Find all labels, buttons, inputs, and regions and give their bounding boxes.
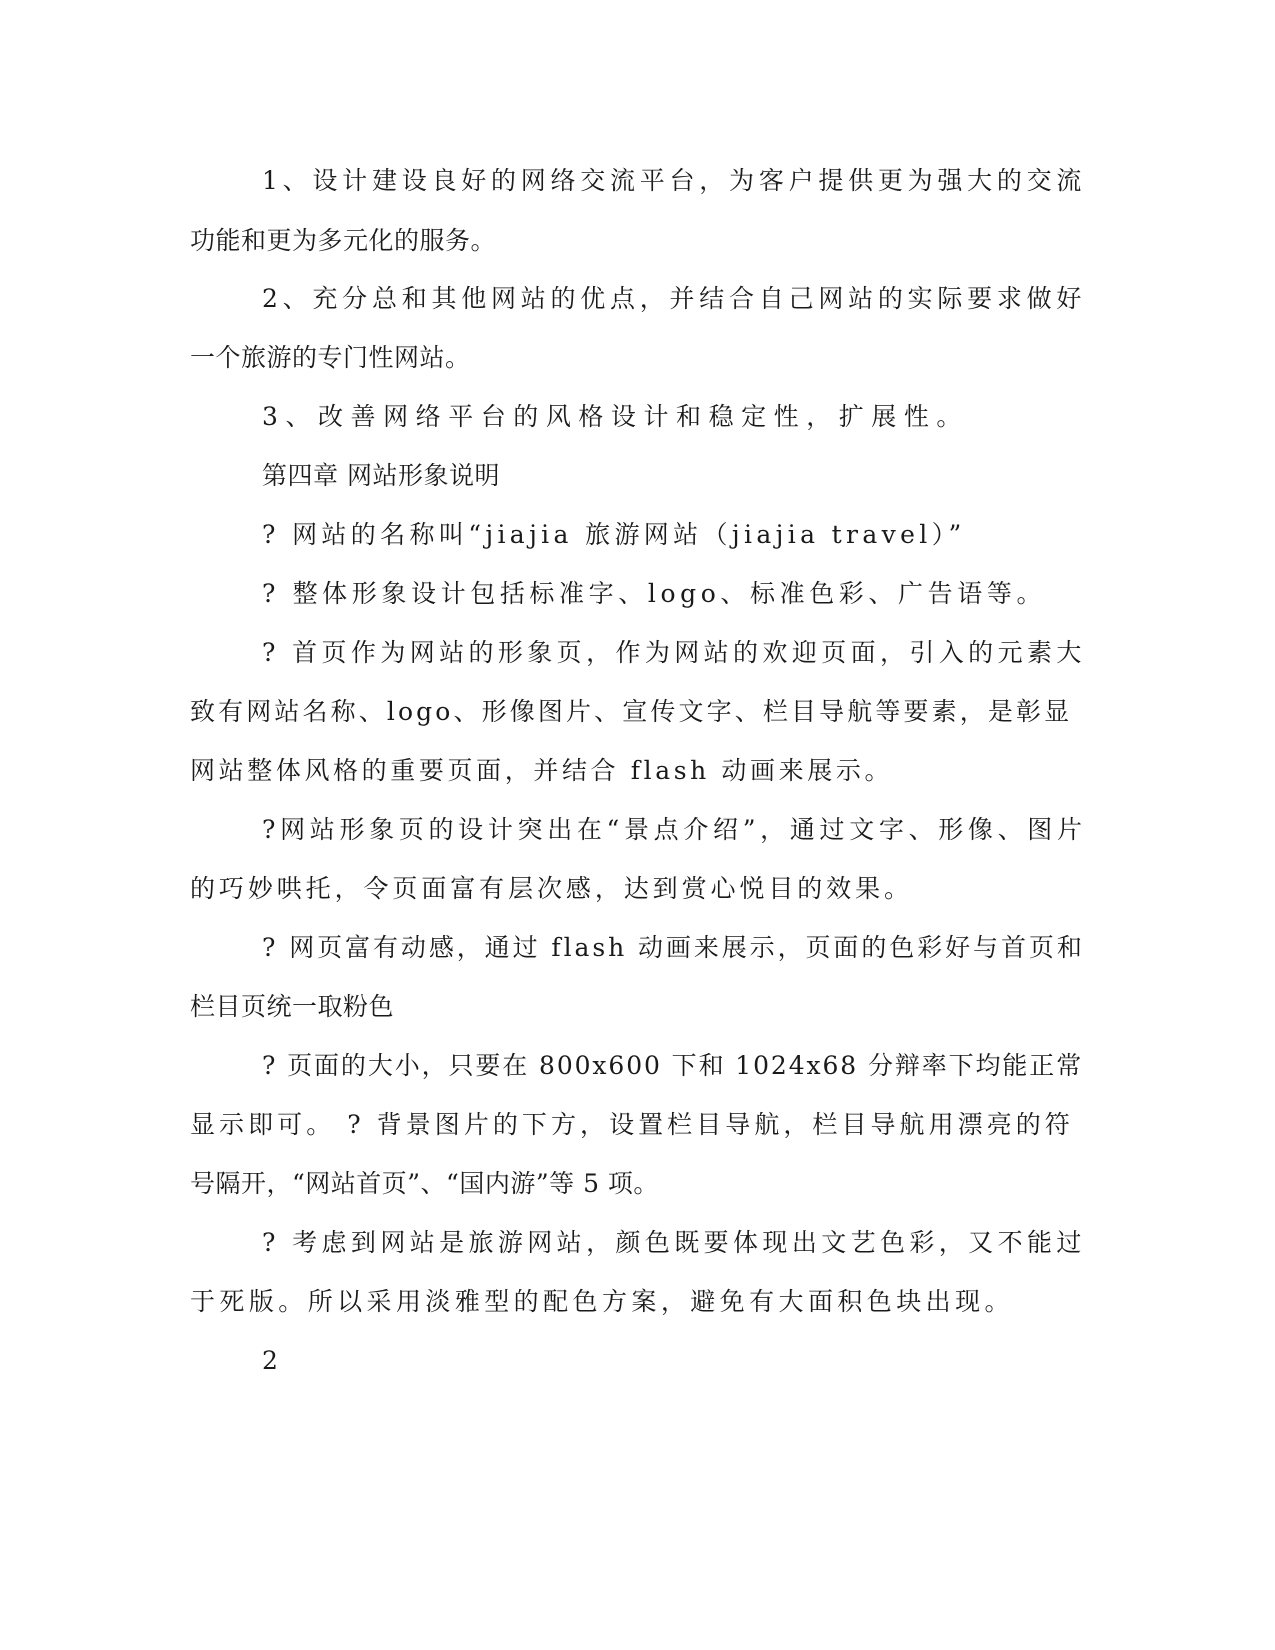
bullet-page-size-line-3: 号隔开，“网站首页”、“国内游”等 5 项。	[190, 1169, 659, 1198]
paragraph-1-line-1: 1、设计建设良好的网络交流平台，为客户提供更为强大的交流	[262, 166, 1087, 195]
page-number: 2	[262, 1346, 279, 1375]
bullet-image-page-line-1: ?网站形象页的设计突出在“景点介绍”，通过文字、形像、图片	[262, 815, 1087, 844]
bullet-overall-image: ? 整体形象设计包括标准字、logo、标准色彩、广告语等。	[262, 579, 1047, 608]
bullet-image-page-line-2: 的巧妙哄托，令页面富有层次感，达到赏心悦目的效果。	[190, 874, 913, 903]
bullet-homepage-line-1: ? 首页作为网站的形象页，作为网站的欢迎页面，引入的元素大	[262, 638, 1086, 667]
paragraph-2-line-1: 2、充分总和其他网站的优点，并结合自己网站的实际要求做好	[262, 284, 1087, 313]
bullet-dynamic-line-1: ? 网页富有动感，通过 flash 动画来展示，页面的色彩好与首页和	[262, 933, 1085, 962]
bullet-homepage-line-3: 网站整体风格的重要页面，并结合 flash 动画来展示。	[190, 756, 894, 785]
chapter-heading: 第四章 网站形象说明	[262, 461, 500, 490]
paragraph-1-line-2: 功能和更为多元化的服务。	[190, 226, 497, 255]
bullet-page-size-line-2: 显示即可。 ? 背景图片的下方，设置栏目导航，栏目导航用漂亮的符	[190, 1110, 1074, 1139]
bullet-page-size-line-1: ? 页面的大小，只要在 800x600 下和 1024x68 分辩率下均能正常	[262, 1051, 1084, 1080]
bullet-site-name: ? 网站的名称叫“jiajia 旅游网站（jiajia travel）”	[262, 520, 966, 549]
bullet-dynamic-line-2: 栏目页统一取粉色	[190, 992, 395, 1021]
paragraph-3-line-1: 3、改善网络平台的风格设计和稳定性，扩展性。	[262, 402, 969, 431]
bullet-homepage-line-2: 致有网站名称、logo、形像图片、宣传文字、栏目导航等要素，是彰显	[190, 697, 1073, 726]
bullet-color-line-2: 于死版。所以采用淡雅型的配色方案，避免有大面积色块出现。	[190, 1287, 1014, 1316]
paragraph-2-line-2: 一个旅游的专门性网站。	[190, 343, 471, 372]
bullet-color-line-1: ? 考虑到网站是旅游网站，颜色既要体现出文艺色彩，又不能过	[262, 1228, 1086, 1257]
